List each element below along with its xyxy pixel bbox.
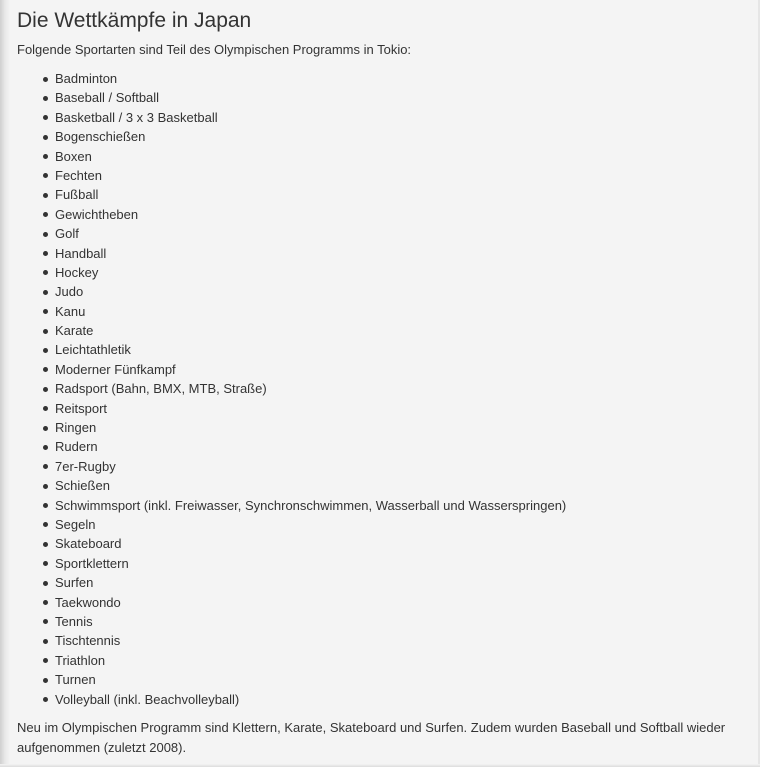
list-item: Judo — [41, 282, 752, 301]
list-item: Segeln — [41, 515, 752, 534]
sports-list — [17, 69, 752, 709]
list-item: Taekwondo — [41, 593, 752, 612]
list-item: Reitsport — [41, 399, 752, 418]
page-shadow-left — [0, 0, 10, 767]
list-item: Schwimmsport (inkl. Freiwasser, Synchronschwimmen, Wasserball und Wasserspringen) — [41, 496, 752, 515]
intro-paragraph: Folgende Sportarten sind Teil des Olympischen Programms in Tokio: — [17, 42, 412, 57]
page-title: Die Wettkämpfe in Japan — [17, 9, 252, 32]
list-item: Basketball / 3 x 3 Basketball — [41, 108, 752, 127]
list-item: Surfen — [41, 573, 752, 592]
list-item: Rudern — [41, 437, 752, 456]
outro-paragraph: Neu im Olympischen Programm sind Klettern, Karate, Skateboard und Surfen. Zudem wurden Baseball und Softball wieder aufgenommen (zuletzt 2008). — [17, 719, 726, 755]
list-item: Turnen — [41, 670, 752, 689]
list-item: Badminton — [41, 69, 752, 88]
list-item: Tischtennis — [41, 631, 752, 650]
list-item: Skateboard — [41, 534, 752, 553]
list-item: Triathlon — [41, 651, 752, 670]
article-content — [17, 0, 752, 758]
list-item: 7er-Rugby — [41, 457, 752, 476]
list-item: Volleyball (inkl. Beachvolleyball) — [41, 690, 752, 709]
list-item: Sportklettern — [41, 554, 752, 573]
list-item: Tennis — [41, 612, 752, 631]
list-item: Kanu — [41, 302, 752, 321]
list-item: Handball — [41, 244, 752, 263]
list-item: Golf — [41, 224, 752, 243]
list-item: Radsport (Bahn, BMX, MTB, Straße) — [41, 379, 752, 398]
list-item: Gewichtheben — [41, 205, 752, 224]
list-item: Leichtathletik — [41, 340, 752, 359]
list-item: Hockey — [41, 263, 752, 282]
list-item: Baseball / Softball — [41, 88, 752, 107]
list-item: Boxen — [41, 147, 752, 166]
list-item: Fußball — [41, 185, 752, 204]
list-item: Fechten — [41, 166, 752, 185]
list-item: Ringen — [41, 418, 752, 437]
list-item: Moderner Fünfkampf — [41, 360, 752, 379]
list-item: Schießen — [41, 476, 752, 495]
list-item: Bogenschießen — [41, 127, 752, 146]
list-item: Karate — [41, 321, 752, 340]
